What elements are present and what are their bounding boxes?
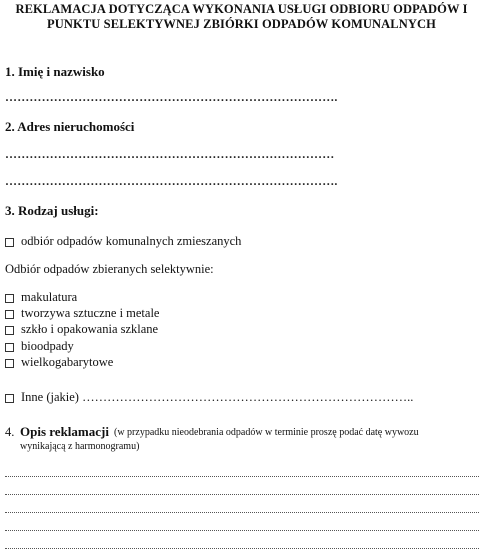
section-4-label: Opis reklamacji	[20, 424, 109, 439]
checkbox-other[interactable]	[5, 394, 14, 403]
option-biowaste-label: bioodpady	[21, 339, 74, 353]
description-line-2[interactable]	[5, 494, 479, 495]
name-field-dots[interactable]: ……………………………………………………………………….	[5, 90, 338, 104]
checkbox-mixed-waste[interactable]	[5, 238, 14, 247]
checkbox-bulky-waste[interactable]	[5, 359, 14, 368]
section-2-label: 2. Adres nieruchomości	[5, 119, 135, 134]
description-line-3[interactable]	[5, 512, 479, 513]
section-3-label: 3. Rodzaj usługi:	[5, 203, 99, 218]
address-field-dots-2[interactable]: ……………………………………………………………………….	[5, 174, 338, 188]
document-title-line-2: PUNKTU SELEKTYWNEJ ZBIÓRKI ODPADÓW KOMUNALNYCH	[47, 17, 436, 31]
option-mixed-waste-label: odbiór odpadów komunalnych zmieszanych	[21, 234, 242, 248]
document-title-line-1: REKLAMACJA DOTYCZĄCA WYKONANIA USŁUGI ODBIORU ODPADÓW I	[15, 2, 468, 16]
selective-intro-text: Odbiór odpadów zbieranych selektywnie:	[5, 262, 214, 276]
section-4-note-line-2: wynikającą z harmonogramu)	[20, 441, 140, 452]
option-makulatura-label: makulatura	[21, 290, 78, 304]
option-bulky-waste-label: wielkogabarytowe	[21, 355, 114, 369]
option-other-label[interactable]: Inne (jakie) ……………………………………………………………………..	[21, 390, 414, 404]
option-plastics-metals-label: tworzywa sztuczne i metale	[21, 306, 160, 320]
option-glass-label: szkło i opakowania szklane	[21, 322, 159, 336]
address-field-dots-1[interactable]: ………………………………………………………………………	[5, 147, 335, 161]
section-4-note-line-1: (w przypadku nieodebrania odpadów w terminie proszę podać datę wywozu	[114, 427, 419, 438]
section-4-number: 4.	[5, 425, 15, 439]
checkbox-biowaste[interactable]	[5, 343, 14, 352]
description-line-4[interactable]	[5, 530, 479, 531]
checkbox-plastics-metals[interactable]	[5, 310, 14, 319]
description-line-5[interactable]	[5, 548, 479, 549]
section-1-label: 1. Imię i nazwisko	[5, 64, 105, 79]
checkbox-makulatura[interactable]	[5, 294, 14, 303]
description-line-1[interactable]	[5, 476, 479, 477]
checkbox-glass[interactable]	[5, 326, 14, 335]
